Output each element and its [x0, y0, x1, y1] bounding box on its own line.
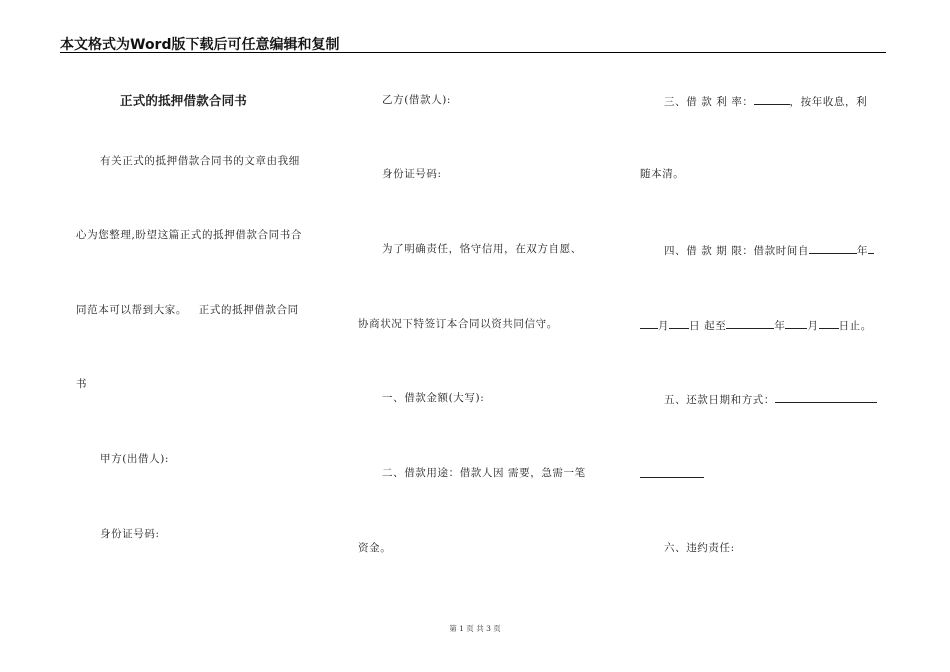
intro-line-2: 心为您整理,盼望这篇正式的抵押借款合同书合: [76, 229, 302, 241]
clause-4-year-label: 年: [857, 245, 869, 257]
lender-label: 甲方(出借人):: [100, 453, 170, 465]
clause-4-term: [664, 243, 874, 258]
clause-3-rate-suffix: ，按年收息，利: [789, 96, 868, 108]
lender-id-label: 身份证号码:: [100, 528, 160, 540]
clause-4-term-label: 四、借 款 期 限：借款时间自: [664, 245, 810, 257]
end-year-blank: [726, 318, 774, 329]
page-number: 第 1 页 共 3 页: [449, 624, 501, 633]
end-year-label: 年: [774, 320, 786, 332]
start-year-blank: [809, 243, 857, 254]
clause-3-rate-label: 三、借 款 利 率：: [664, 96, 754, 108]
page-header: 本文格式为Word版下载后可任意编辑和复制: [60, 34, 886, 53]
month-label: 月: [658, 320, 670, 332]
clause-2-purpose-line-1: 二、借款用途：借款人因 需要，急需一笔: [382, 467, 586, 479]
clause-3-rate: [664, 94, 867, 109]
clause-3-line-2: 随本清。: [640, 168, 685, 180]
clause-5-line-2: [640, 467, 704, 482]
clause-5-label: 五、还款日期和方式：: [664, 394, 775, 406]
borrower-id-label: 身份证号码:: [382, 168, 442, 180]
clause-6-liability: 六、违约责任:: [664, 542, 735, 554]
intro-line-4: 书: [76, 378, 88, 390]
rate-blank: [754, 94, 790, 105]
end-month-label: 月: [807, 320, 819, 332]
end-day-label: 日止。: [838, 320, 872, 332]
purpose-line-1: 为了明确责任，恪守信用，在双方自愿、: [382, 243, 582, 255]
intro-line-3: 同范本可以帮到大家。 正式的抵押借款合同: [76, 304, 299, 316]
start-month-blank: [640, 318, 658, 329]
end-month-blank: [785, 318, 807, 329]
clause-5-repayment: [664, 392, 877, 407]
repayment-blank: [775, 392, 877, 403]
repayment-blank-2: [640, 467, 704, 478]
clause-4-line-2: [640, 318, 872, 333]
clause-1-amount: 一、借款金额(大写):: [382, 392, 485, 404]
end-day-blank: [819, 318, 839, 329]
intro-line-1: 有关正式的抵押借款合同书的文章由我细: [100, 155, 300, 167]
borrower-label: 乙方(借款人):: [382, 94, 452, 106]
document-title: 正式的抵押借款合同书: [120, 93, 248, 108]
purpose-line-2: 协商状况下特签订本合同以资共同信守。: [358, 318, 558, 330]
trailing-blank: [868, 243, 874, 254]
day-to-label: 日 起至: [689, 320, 727, 332]
start-day-blank: [669, 318, 689, 329]
clause-2-purpose-line-2: 资金。: [358, 542, 392, 554]
